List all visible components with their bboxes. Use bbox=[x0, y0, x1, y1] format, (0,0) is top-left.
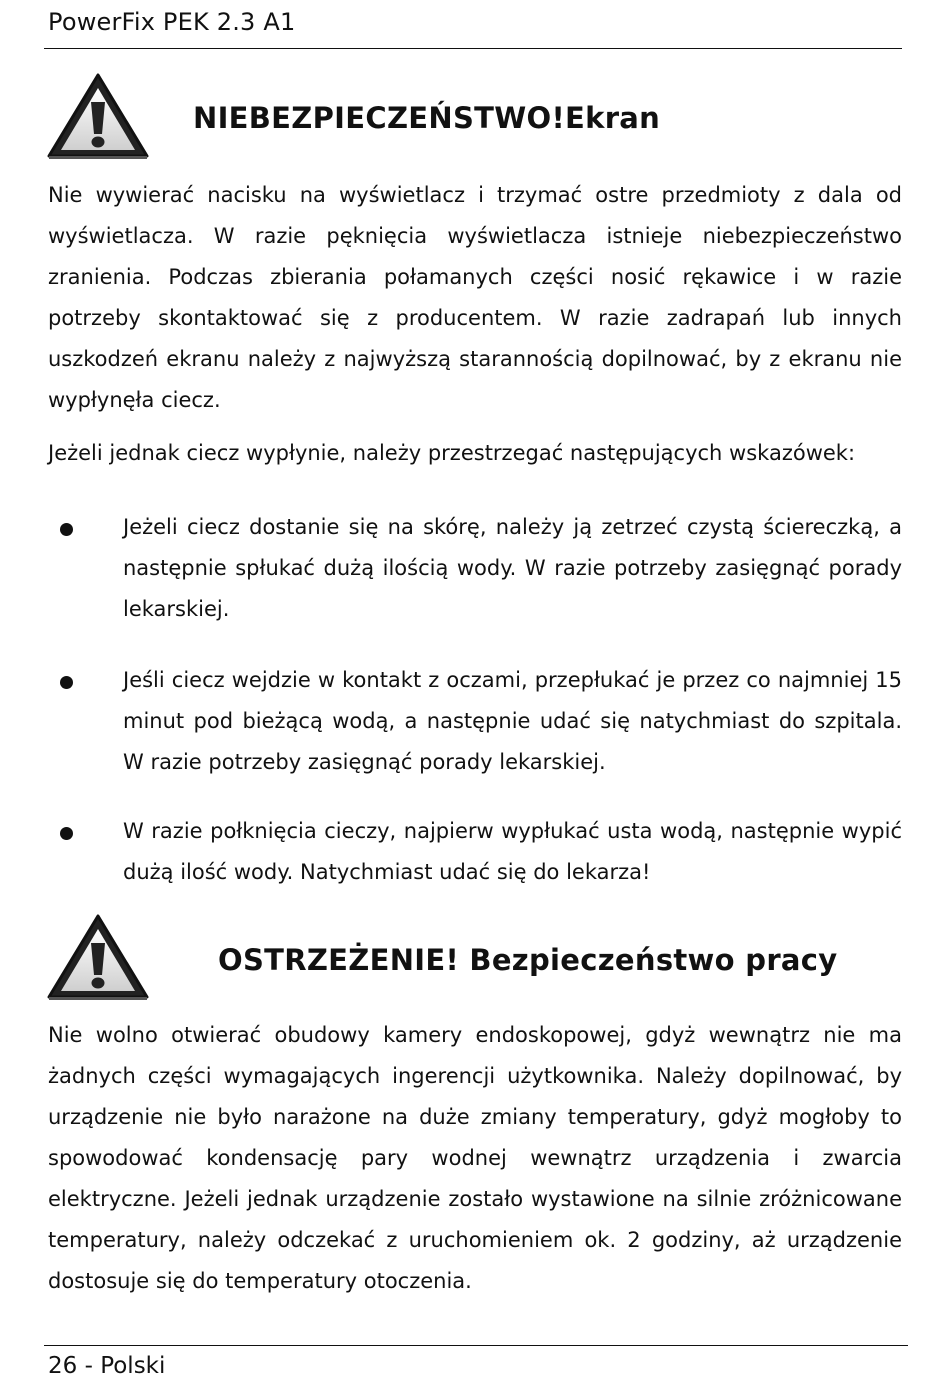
bullet-text: Jeżeli ciecz dostanie się na skórę, należy ją zetrzeć czystą ściereczką, a następnie spłukać dużą ilością wody. W razie potrzeby zasięgnąć porady lekarskiej. bbox=[123, 515, 902, 621]
bullet-text: Jeśli ciecz wejdzie w kontakt z oczami, przepłukać je przez co najmniej 15 minut pod bieżącą wodą, a następnie udać się natychmiast do szpitala. W razie potrzeby zasięgnąć porady lekarskiej. bbox=[123, 668, 902, 774]
bullet-text: W razie połknięcia cieczy, najpierw wypłukać usta wodą, następnie wypić dużą ilość wody. Natychmiast udać się do lekarza! bbox=[123, 819, 902, 884]
bullet-dot bbox=[60, 523, 73, 536]
header-rule bbox=[44, 48, 902, 49]
header-title: PowerFix PEK 2.3 A1 bbox=[48, 8, 296, 36]
bullet-dot bbox=[60, 827, 73, 840]
danger-heading: NIEBEZPIECZEŃSTWO!Ekran bbox=[193, 101, 661, 135]
warning-triangle-icon-graphic bbox=[46, 913, 150, 1001]
danger-paragraph: Nie wywierać nacisku na wyświetlacz i trzymać ostre przedmioty z dala od wyświetlacza. W razie pęknięcia wyświetlacza istnieje niebezpieczeństwo zranienia. Podczas zbierania połamanych części nosić rękawice i w razie potrzeby skontaktować się z producentem. W razie zadrapań lub innych uszkodzeń ekranu należy z najwyższą starannością dopilnować, by z ekranu nie wypłynęła ciecz. bbox=[48, 183, 902, 412]
warning-paragraph: Nie wolno otwierać obudowy kamery endoskopowej, gdyż wewnątrz nie ma żadnych części wymagających ingerencji użytkownika. Należy dopilnować, by urządzenie nie było narażone na duże zmiany temperatury, gdyż mogłoby to spowodować kondensację pary wodnej wewnątrz urządzenia i zwarcia elektryczne. Jeżeli jednak urządzenie zostało wystawione na silnie zróżnicowane temperatury, należy odczekać z uruchomieniem ok. 2 godziny, aż urządzenie dostosuje się do temperatury otoczenia. bbox=[48, 1023, 902, 1293]
warning-triangle-icon-graphic bbox=[46, 72, 150, 160]
bullet-dot bbox=[60, 676, 73, 689]
warning-heading: OSTRZEŻENIE! Bezpieczeństwo pracy bbox=[218, 943, 838, 977]
warning-triangle-icon bbox=[46, 913, 150, 1001]
warning-triangle-icon bbox=[46, 72, 150, 160]
footer-rule bbox=[44, 1345, 908, 1346]
danger-intro: Jeżeli jednak ciecz wypłynie, należy przestrzegać następujących wskazówek: bbox=[48, 441, 856, 465]
page-footer: 26 - Polski bbox=[48, 1353, 166, 1379]
